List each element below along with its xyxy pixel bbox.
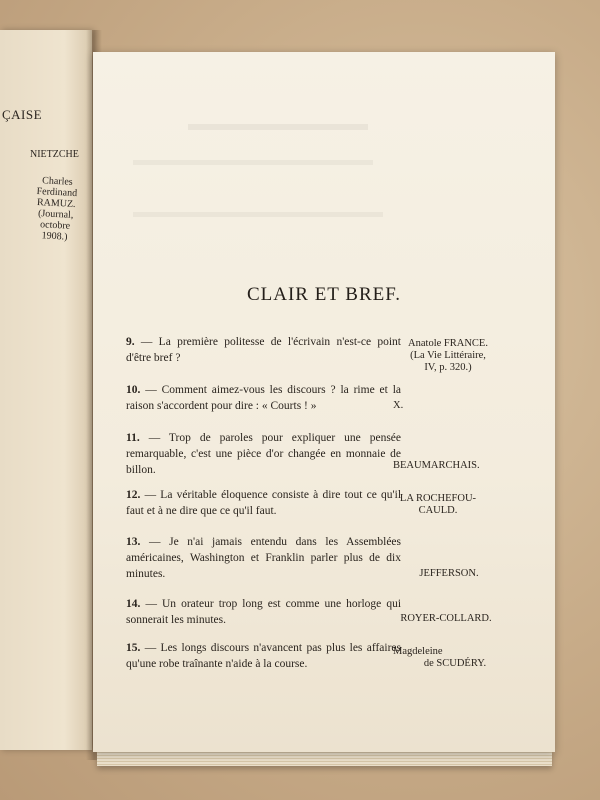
author-line: Anatole FRANCE.: [408, 338, 488, 349]
ramuz-line: 1908.): [41, 230, 68, 243]
left-author-nietzche: NIETZCHE: [30, 149, 79, 160]
quote-number: 10.: [126, 384, 141, 396]
quote-text: — La véritable éloquence consiste à dire tout ce qu'il faut et à ne dire que ce qu'il faut.: [126, 489, 402, 517]
quote-text: — Un orateur trop long est comme une horloge qui sonnerait les minutes.: [126, 598, 402, 626]
left-page: [0, 30, 92, 750]
author-jefferson: [409, 568, 489, 580]
quote-14: [126, 596, 401, 628]
quote-10: [126, 382, 401, 414]
author-line: X.: [393, 400, 404, 411]
page-edges: [97, 750, 552, 766]
quote-11: [126, 430, 401, 478]
left-page-header: ÇAISE: [2, 107, 43, 122]
show-through-text: [133, 212, 383, 217]
author-line: LA ROCHEFOU-: [399, 493, 477, 504]
quote-9: [126, 334, 401, 366]
author-line: JEFFERSON.: [419, 568, 479, 579]
show-through-text: [133, 160, 373, 165]
author-la-rochefoucauld: [393, 493, 483, 517]
quote-text: — Trop de paroles pour expliquer une pensée remarquable, c'est une pièce d'or changée en monnaie de billon.: [126, 432, 401, 476]
author-line: (La Vie Littéraire,: [410, 350, 486, 361]
ramuz-line: Charles Ferdinand: [36, 175, 78, 200]
quote-15: [126, 640, 401, 672]
quote-text: — Je n'ai jamais entendu dans les Assemblées américaines, Washington et Franklin parler plus de dix minutes.: [126, 536, 401, 580]
ramuz-line: (Journal, octobre: [37, 208, 74, 232]
author-line: IV, p. 320.): [424, 362, 472, 373]
author-line: CAULD.: [418, 505, 458, 516]
left-author-ramuz: [24, 174, 87, 243]
quote-12: [126, 487, 401, 519]
author-line: Magdeleine: [393, 646, 443, 657]
quote-text: — Les longs discours n'avancent pas plus les affaires qu'une robe traînante n'aide à la course.: [126, 642, 402, 670]
author-line: de SCUDÉRY.: [423, 658, 487, 669]
author-royer-collard: [391, 613, 501, 625]
quote-13: [126, 534, 401, 582]
author-line: BEAUMARCHAIS.: [393, 460, 480, 471]
author-france: [393, 338, 503, 374]
author-line: ROYER-COLLARD.: [400, 613, 492, 624]
author-scudery: [393, 646, 503, 670]
author-x: [393, 400, 413, 412]
quote-text: — Comment aimez-vous les discours ? la rime et la raison s'accordent pour dire : « Courts ! »: [126, 384, 401, 412]
right-page: [93, 52, 555, 752]
show-through-text: [188, 124, 368, 130]
section-title: CLAIR ET BREF.: [246, 284, 402, 305]
ramuz-line: RAMUZ.: [36, 197, 76, 211]
quote-number: 14.: [126, 598, 141, 610]
quote-number: 9.: [126, 336, 135, 348]
author-beaumarchais: [393, 460, 503, 472]
quote-number: 11.: [126, 432, 140, 444]
quote-number: 12.: [126, 489, 141, 501]
quote-text: — La première politesse de l'écrivain n'est-ce point d'être bref ?: [126, 336, 401, 364]
quote-number: 15.: [126, 642, 141, 654]
quote-number: 13.: [126, 536, 141, 548]
